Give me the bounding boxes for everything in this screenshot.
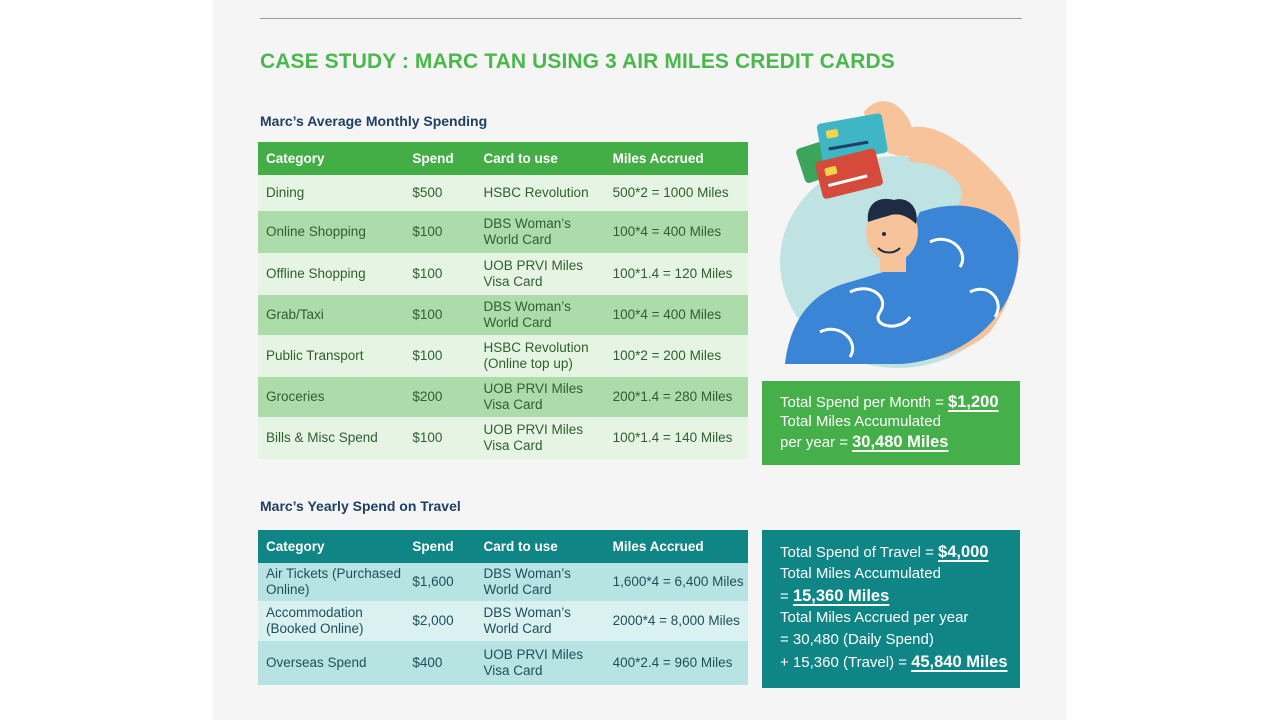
travel-miles-label: Total Miles Accumulated (780, 565, 941, 582)
miles-cell: 500*2 = 1000 Miles (605, 175, 748, 211)
man-holding-cards-illustration (780, 92, 1022, 368)
monthly-spending-table (258, 142, 748, 459)
travel-miles-prefix: = (780, 588, 793, 605)
total-spend-label: Total Spend per Month = (780, 394, 949, 411)
column-header: Spend (404, 142, 475, 175)
card-cell: UOB PRVI Miles Visa Card (476, 417, 605, 459)
table-row (258, 335, 748, 377)
category-cell: Online Shopping (258, 211, 404, 253)
table-header-row (258, 142, 748, 175)
miles-cell: 2000*4 = 8,000 Miles (605, 601, 748, 641)
miles-cell: 400*2.4 = 960 Miles (605, 641, 748, 685)
table-row (258, 563, 748, 601)
travel-summary-box (762, 530, 1020, 688)
category-cell: Public Transport (258, 335, 404, 377)
miles-cell: 100*1.4 = 120 Miles (605, 253, 748, 295)
total-miles-label: Total Miles Accumulated (780, 413, 941, 430)
spend-cell: $500 (404, 175, 475, 211)
travel-plus-prefix: + 15,360 (Travel) = (780, 654, 912, 671)
card-cell: DBS Woman’s World Card (476, 563, 605, 601)
column-header: Spend (404, 530, 475, 563)
category-cell: Air Tickets (Purchased Online) (258, 563, 404, 601)
page-title: CASE STUDY : MARC TAN USING 3 AIR MILES CREDIT CARDS (260, 50, 895, 73)
table-row (258, 601, 748, 641)
spend-cell: $400 (404, 641, 475, 685)
monthly-summary-box (762, 381, 1020, 465)
card-cell: DBS Woman’s World Card (476, 295, 605, 335)
travel-spending-table (258, 530, 748, 685)
category-cell: Dining (258, 175, 404, 211)
category-cell: Offline Shopping (258, 253, 404, 295)
column-header: Category (258, 142, 404, 175)
table-row (258, 175, 748, 211)
spend-cell: $200 (404, 377, 475, 417)
per-year-total-label: Total Miles Accrued per year (780, 609, 969, 626)
travel-miles-value: 15,360 Miles (792, 587, 890, 605)
column-header: Miles Accrued (605, 530, 748, 563)
category-cell: Accommodation (Booked Online) (258, 601, 404, 641)
card-cell: UOB PRVI Miles Visa Card (476, 641, 605, 685)
spend-cell: $100 (404, 253, 475, 295)
top-divider (260, 18, 1022, 19)
travel-spend-value: $4,000 (938, 543, 989, 561)
card-cell: HSBC Revolution (476, 175, 605, 211)
card-cell: DBS Woman’s World Card (476, 601, 605, 641)
travel-spend-label: Total Spend of Travel = (780, 544, 939, 561)
table-row (258, 641, 748, 685)
category-cell: Groceries (258, 377, 404, 417)
table-row (258, 211, 748, 253)
column-header: Category (258, 530, 404, 563)
column-header: Card to use (476, 142, 605, 175)
spend-cell: $2,000 (404, 601, 475, 641)
daily-spend-line: = 30,480 (Daily Spend) (780, 631, 934, 648)
miles-cell: 100*2 = 200 Miles (605, 335, 748, 377)
miles-cell: 100*1.4 = 140 Miles (605, 417, 748, 459)
card-cell: UOB PRVI Miles Visa Card (476, 377, 605, 417)
monthly-heading: Marc’s Average Monthly Spending (260, 113, 488, 129)
category-cell: Overseas Spend (258, 641, 404, 685)
card-cell: HSBC Revolution (Online top up) (476, 335, 605, 377)
spend-cell: $100 (404, 417, 475, 459)
table-row (258, 253, 748, 295)
column-header: Miles Accrued (605, 142, 748, 175)
total-spend-value: $1,200 (948, 393, 999, 411)
travel-heading: Marc’s Yearly Spend on Travel (260, 498, 461, 514)
spend-cell: $100 (404, 295, 475, 335)
miles-cell: 100*4 = 400 Miles (605, 211, 748, 253)
spend-cell: $100 (404, 211, 475, 253)
miles-cell: 100*4 = 400 Miles (605, 295, 748, 335)
grand-total-value: 45,840 Miles (911, 653, 1008, 671)
spend-cell: $1,600 (404, 563, 475, 601)
table-row (258, 417, 748, 459)
total-miles-value: 30,480 Miles (852, 433, 949, 451)
table-header-row (258, 530, 748, 563)
miles-cell: 1,600*4 = 6,400 Miles (605, 563, 748, 601)
per-year-label: per year = (780, 434, 853, 451)
miles-cell: 200*1.4 = 280 Miles (605, 377, 748, 417)
card-cell: DBS Woman’s World Card (476, 211, 605, 253)
category-cell: Bills & Misc Spend (258, 417, 404, 459)
table-row (258, 295, 748, 335)
spend-cell: $100 (404, 335, 475, 377)
card-cell: UOB PRVI Miles Visa Card (476, 253, 605, 295)
table-row (258, 377, 748, 417)
column-header: Card to use (476, 530, 605, 563)
category-cell: Grab/Taxi (258, 295, 404, 335)
